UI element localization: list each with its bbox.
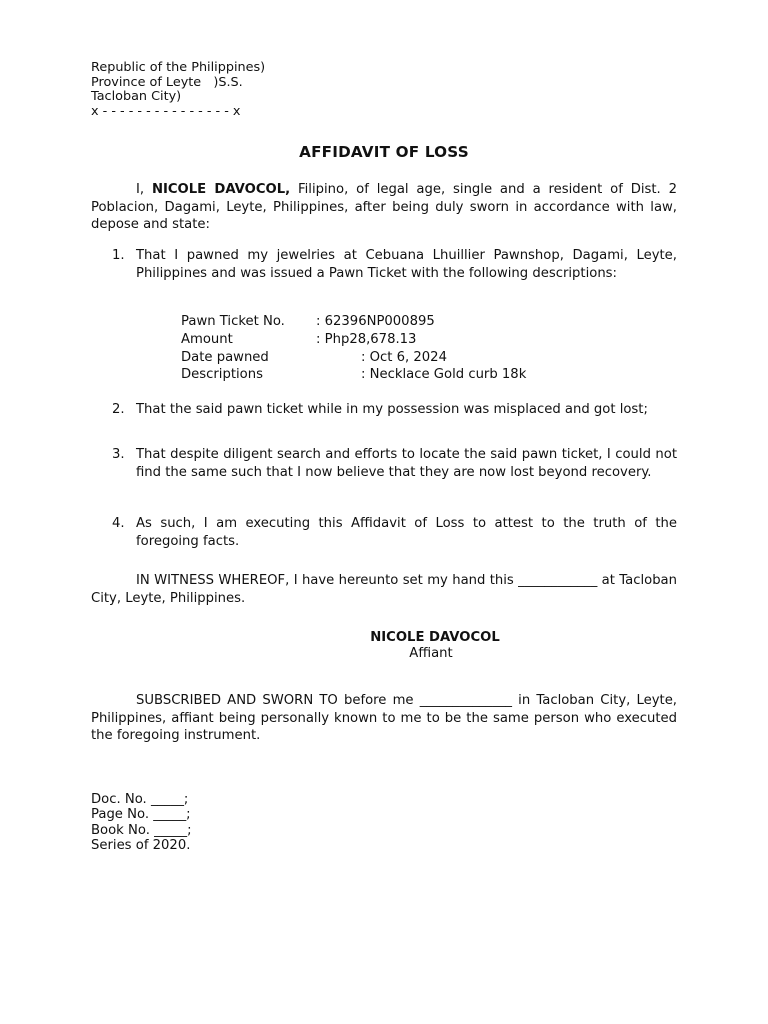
venue-separator: x - - - - - - - - - - - - - - - x	[91, 103, 241, 119]
detail-label: Amount	[181, 331, 233, 347]
document-title: AFFIDAVIT OF LOSS	[299, 143, 469, 161]
detail-label: Date pawned	[181, 349, 269, 365]
witness-paragraph: IN WITNESS WHEREOF, I have hereunto set my hand this ____________ at Tacloban City, Leyte, Philippines.	[91, 573, 677, 606]
intro-paragraph	[91, 181, 677, 234]
list-item-1	[91, 247, 677, 282]
venue-province: Province of Leyte )S.S.	[91, 74, 243, 90]
venue-city: Tacloban City)	[91, 89, 182, 104]
venue-block	[91, 61, 265, 119]
affiant-name: NICOLE DAVOCOL	[370, 630, 500, 645]
doc-number: Doc. No. _____;	[91, 792, 189, 807]
list-item-text: As such, I am executing this Affidavit of Loss to attest to the truth of the foregoing facts.	[136, 516, 677, 549]
intro-prefix: I,	[136, 182, 152, 197]
jurat-paragraph: SUBSCRIBED AND SWORN TO before me ______________ in Tacloban City, Leyte, Philippines, affiant being personally known to me to be the same person who executed the foregoing instrument.	[91, 693, 677, 743]
list-item-number: 1.	[112, 248, 125, 263]
detail-value: : Necklace Gold curb 18k	[361, 367, 527, 383]
list-item-text: That the said pawn ticket while in my possession was misplaced and got lost;	[136, 402, 648, 417]
book-number: Book No. _____;	[91, 822, 192, 838]
detail-label: Pawn Ticket No.	[181, 314, 285, 329]
list-item-number: 3.	[112, 447, 125, 462]
list-item-2	[91, 401, 677, 419]
intro-body: Filipino, of legal age, single and a resident of Dist. 2 Poblacion, Dagami, Leyte, Philippines, after being duly sworn in accordance with law, depose and state:	[91, 182, 677, 232]
detail-value: : Oct 6, 2024	[361, 349, 447, 365]
venue-republic: Republic of the Philippines)	[91, 60, 266, 75]
detail-value: : Php28,678.13	[316, 331, 417, 347]
detail-value: : 62396NP000895	[316, 314, 435, 329]
list-item-text: That I pawned my jewelries at Cebuana Lhuillier Pawnshop, Dagami, Leyte, Philippines and was issued a Pawn Ticket with the following descriptions:	[136, 248, 677, 281]
list-item-4	[91, 515, 677, 550]
list-item-3	[91, 446, 677, 481]
affiant-name-inline: NICOLE DAVOCOL,	[151, 182, 291, 197]
page-number: Page No. _____;	[91, 807, 191, 823]
series-year: Series of 2020.	[91, 837, 191, 853]
list-item-text: That despite diligent search and efforts to locate the said pawn ticket, I could not find the same such that I now believe that they are now lost beyond recovery.	[136, 447, 677, 480]
notarial-register	[91, 792, 192, 853]
list-item-number: 2.	[112, 402, 125, 417]
detail-label: Descriptions	[181, 367, 263, 383]
list-item-number: 4.	[112, 516, 125, 531]
affiant-role: Affiant	[409, 646, 453, 661]
